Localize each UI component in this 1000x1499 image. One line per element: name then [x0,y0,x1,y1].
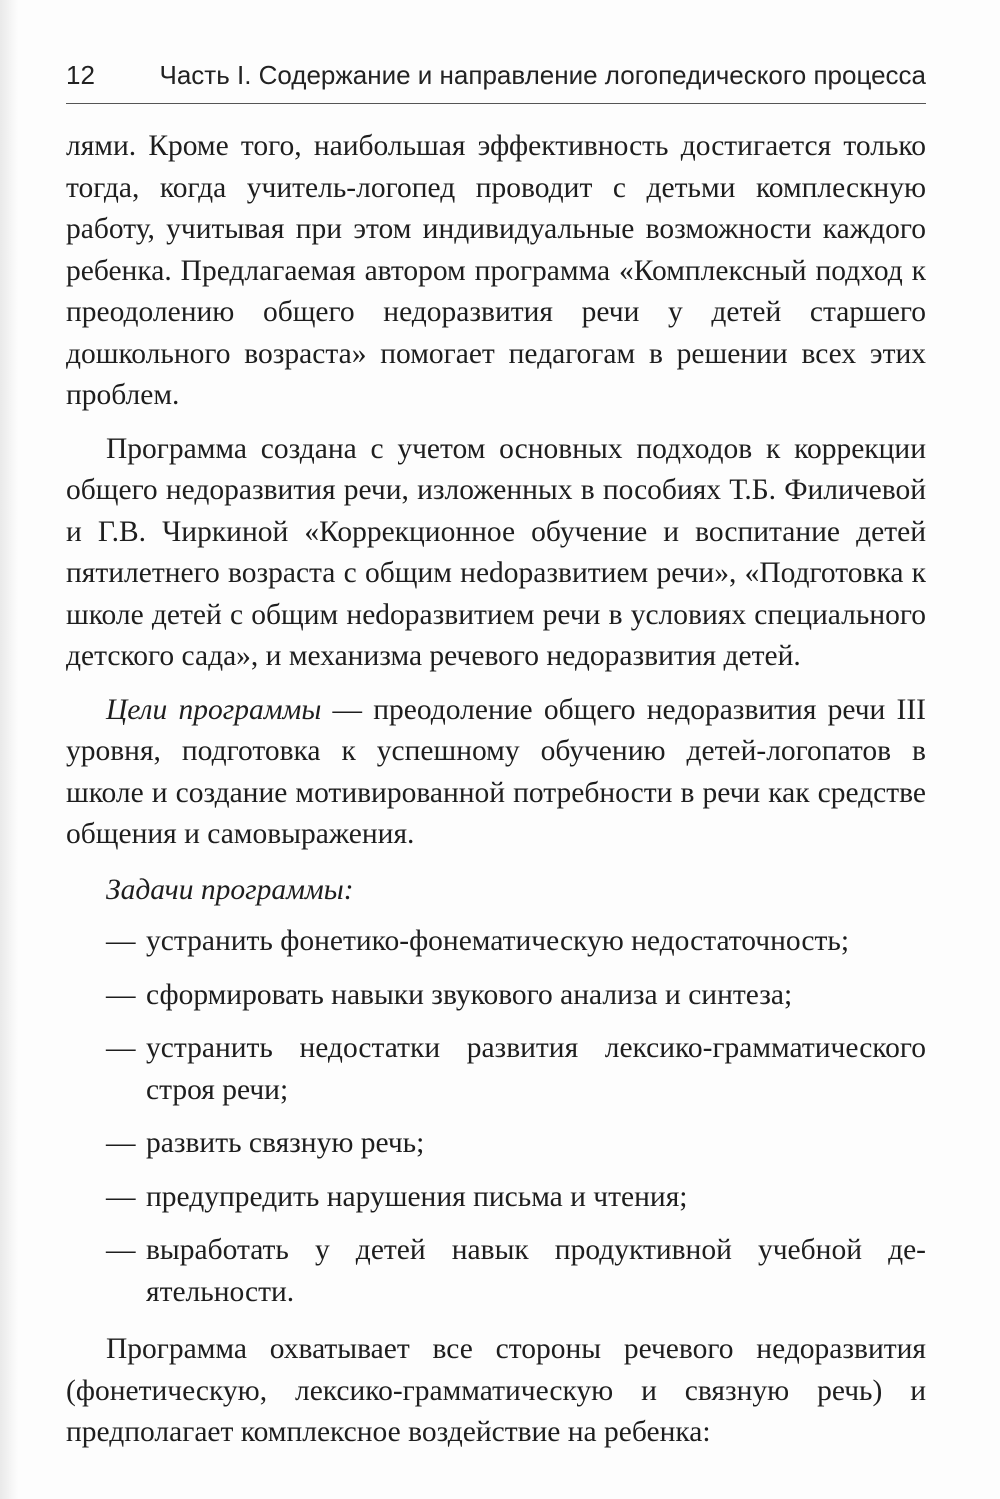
page-edge-shadow [0,0,18,1499]
list-dash: — [106,1234,136,1266]
header-rule [66,103,926,104]
goals-text: — преодоление общего недоразвития речи III уровня, подготовка к успешному обучению детей-логопатов в школе и создание мотивированной потребности в речи как средстве общения и самовыражения. [66,693,926,850]
paragraph-program-scope: Программа охватывает все стороны речевого недоразвития (фонетическую, лексико-грамматическую и связную речь) и предполагает комплексное воздействие на ребенка: [66,1333,926,1448]
paragraph-program-goals [66,690,926,856]
list-item-text: устранить фонетико-фонематическую недостаточность; [146,925,850,957]
list-item [66,975,926,1017]
page-number: 12 [66,60,95,90]
list-dash: — [106,925,136,957]
list-item [66,1028,926,1111]
page-body [66,126,926,1454]
running-title: Часть I. Содержание и направление логопедического процесса [159,60,926,90]
list-item-text: предупредить нарушения письма и чтения; [146,1180,688,1213]
task-list [66,921,926,1313]
list-item [66,1230,926,1313]
paragraph-continuation: лями. Кроме того, наибольшая эффективность достигается только тогда, когда учитель-логопед проводит с детьми комплескную работу, учитывая при этом индивидуальные возможности каждого ребенка. Предлагаемая автором программа «Комплексный подход к преодолению общего недоразвития речи у детей старшего дошкольного возраста» помогает педагогам в решении всех этих проблем. [66,130,926,411]
list-dash: — [106,1180,136,1213]
tasks-heading: Задачи программы: [106,873,354,906]
list-item-text: выработать у детей навык продуктивной учебной деятельности. [146,1234,926,1308]
running-head [66,60,926,100]
list-item-text: сформировать навыки звукового анализа и синтеза; [146,978,793,1011]
list-item-text: развить связную речь; [146,1127,425,1159]
list-item [66,921,926,963]
list-dash: — [106,1032,136,1064]
list-dash: — [106,1127,136,1159]
list-item-text: устранить недостатки развития лексико-грамматического строя речи; [146,1032,926,1106]
paragraph-program-basis: Программа создана с учетом основных подходов к коррекции общего недоразвития речи, изложенных в пособиях Т.Б. Филичевой и Г.В. Чиркиной «Коррекционное обучение и воспитание детей пятилетнего возраста с общим неdоразвитием речи», «Подготовка к школе детей с общим неdоразвитием речи в условиях специального детского сада», и механизма речевого недоразвития детей. [66,432,926,672]
list-dash: — [106,978,136,1011]
list-item [66,1123,926,1165]
goals-lead: Цели программы [106,693,322,726]
list-item [66,1177,926,1219]
